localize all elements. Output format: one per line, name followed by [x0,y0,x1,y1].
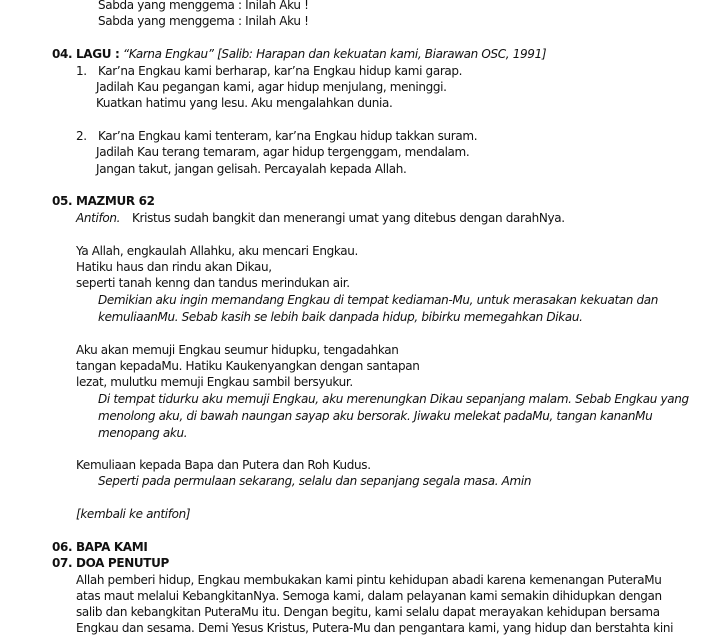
closing-prayer-line-1: Allah pemberi hidup, Engkau membukakan kami pintu kehidupan abadi karena kemenangan PuteraMu [76,573,662,587]
back-to-antifon: [kembali ke antifon] [76,507,191,521]
section-04-number: 04. [52,47,73,61]
closing-prayer-line-2: atas maut melalui KebangkitanNya. Semoga kami, dalam pelayanan kami semakin dihidupkan dengan [76,589,662,603]
gloria: Kemuliaan kepada Bapa dan Putera dan Roh Kudus. [76,458,371,472]
antifon-text: Kristus sudah bangkit dan menerangi umat yang ditebus dengan darahNya. [132,211,565,225]
psalm-p2-line-1: Aku akan memuji Engkau seumur hidupku, tengadahkan [76,343,399,357]
psalm-r2-line-2: menolong aku, di bawah naungan sayap aku bersorak. Jiwaku melekat padaMu, tangan kananMu [98,409,653,423]
top-line-2: Sabda yang menggema : Inilah Aku ! [98,14,309,28]
section-04-label: LAGU : [76,47,120,61]
psalm-r2-line-1: Di tempat tidurku aku memuji Engkau, aku merenungkan Dikau sepanjang malam. Sebab Engkau yang [98,392,689,406]
top-line-1: Sabda yang menggema : Inilah Aku ! [98,0,309,12]
verse-1-line-1: Kar’na Engkau kami berharap, kar’na Engkau hidup kami garap. [98,64,463,78]
verse-2-line-1: Kar’na Engkau kami tenteram, kar’na Engkau hidup takkan suram. [98,129,478,143]
verse-1-line-2: Jadilah Kau pegangan kami, agar hidup menjulang, meninggi. [96,80,447,94]
gloria-response: Seperti pada permulaan sekarang, selalu dan sepanjang segala masa. Amin [98,474,532,488]
psalm-r1-line-2: kemuliaanMu. Sebab kasih se lebih baik danpada hidup, bibirku memegahkan Dikau. [98,310,583,324]
closing-prayer-line-4: Engkau dan sesama. Demi Yesus Kristus, Putera-Mu dan pengantara kami, yang hidup dan berstahta kini [76,621,674,635]
closing-prayer-line-3: salib dan kebangkitan PuteraMu itu. Dengan begitu, kami selalu dapat merayakan kehidupan bersama [76,605,660,619]
section-07-heading: DOA PENUTUP [76,556,169,570]
psalm-p1-line-2: Hatiku haus dan rindu akan Dikau, [76,260,272,274]
verse-1-line-3: Kuatkan hatimu yang lesu. Aku mengalahkan dunia. [96,96,393,110]
psalm-p2-line-2: tangan kepadaMu. Hatiku Kaukenyangkan dengan santapan [76,359,420,373]
section-05-number: 05. [52,194,73,208]
section-06-heading: BAPA KAMI [76,540,148,554]
section-05-heading: MAZMUR 62 [76,194,155,208]
section-07-number: 07. [52,556,73,570]
psalm-r1-line-1: Demikian aku ingin memandang Engkau di tempat kediaman-Mu, untuk merasakan kekuatan dan [98,293,659,307]
section-04-heading [76,47,546,62]
antifon-label: Antifon. [76,211,121,225]
song-title: “Karna Engkau” [122,47,214,61]
psalm-p1-line-1: Ya Allah, engkaulah Allahku, aku mencari Engkau. [76,244,358,258]
section-06-number: 06. [52,540,73,554]
verse-2-number: 2. [76,129,87,143]
psalm-p1-line-3: seperti tanah kenng dan tandus merindukan air. [76,276,350,290]
psalm-p2-line-3: lezat, mulutku memuji Engkau sambil bersyukur. [76,375,353,389]
song-note: [Salib: Harapan dan kekuatan kami, Biarawan OSC, 1991] [217,47,547,61]
psalm-r2-line-3: menopang aku. [98,426,188,440]
verse-1-number: 1. [76,64,87,78]
verse-2-line-2: Jadilah Kau terang temaram, agar hidup tergenggam, mendalam. [96,145,470,159]
verse-2-line-3: Jangan takut, jangan gelisah. Percayalah kepada Allah. [96,162,407,176]
